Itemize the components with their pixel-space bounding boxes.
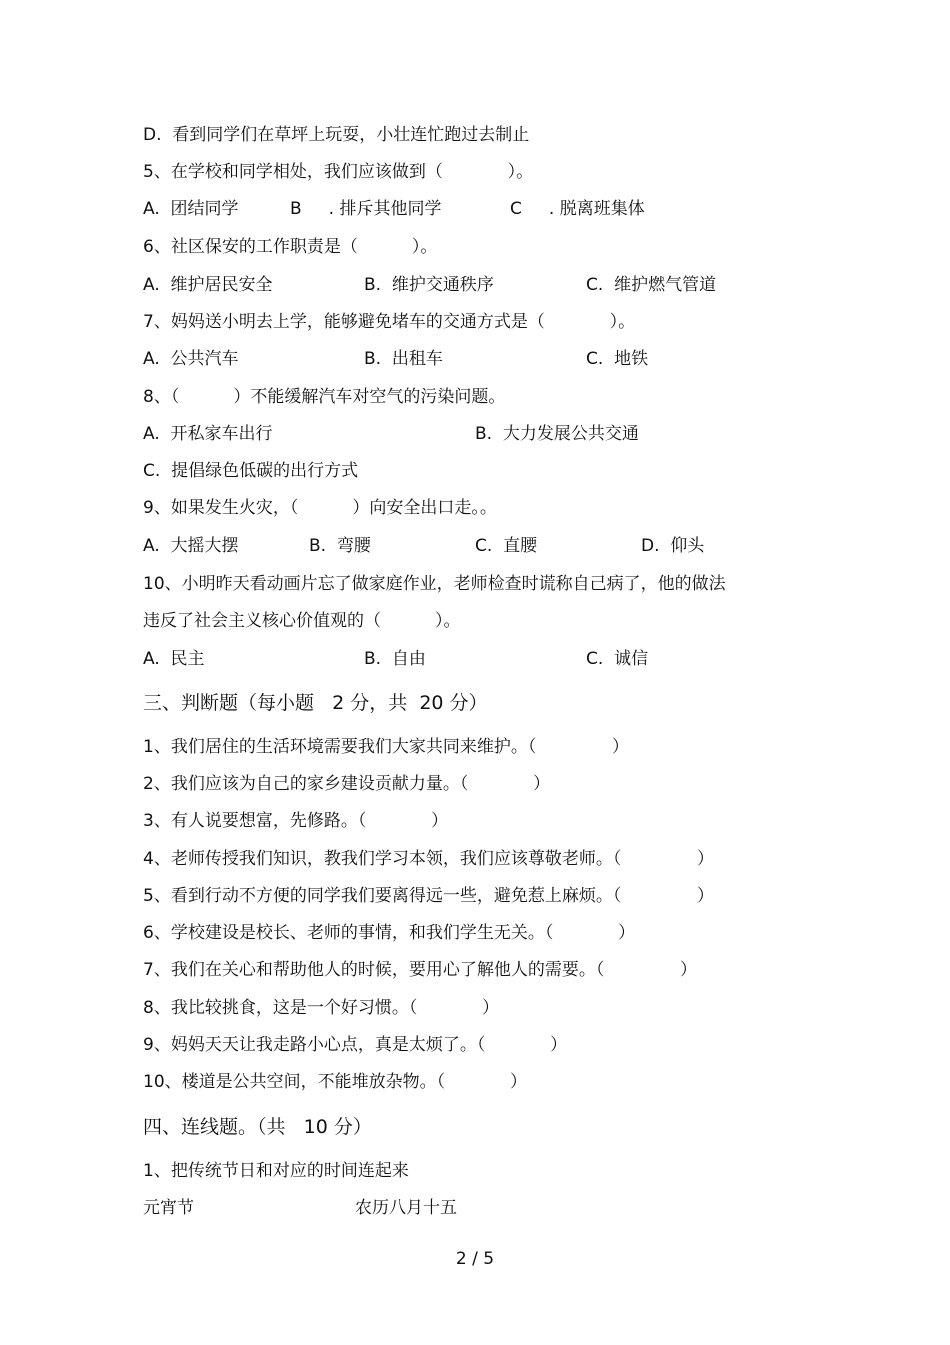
judgment-item-1: 1、我们居住的生活环境需要我们大家共同来维护。（ ） [143, 737, 629, 757]
judgment-item-3: 3、有人说要想富，先修路。（ ） [143, 811, 449, 831]
q5-option-a: A. 团结同学 [143, 199, 239, 219]
q10-stem-line1: 10、小明昨天看动画片忘了做家庭作业，老师检查时谎称自己病了，他的做法 [143, 574, 726, 594]
q10-stem-line2: 违反了社会主义核心价值观的（ ）。 [143, 611, 461, 631]
q8-option-b: B. 大力发展公共交通 [475, 424, 639, 444]
judgment-item-6: 6、学校建设是校长、老师的事情，和我们学生无关。（ ） [143, 923, 636, 943]
q8-option-a: A. 开私家车出行 [143, 424, 273, 444]
q7-stem: 7、妈妈送小明去上学，能够避免堵车的交通方式是（ ）。 [143, 312, 636, 332]
matching-left-item: 元宵节 [143, 1198, 194, 1218]
q6-stem: 6、社区保安的工作职责是（ ）。 [143, 237, 438, 257]
q10-option-a: A. 民主 [143, 649, 205, 669]
q10-option-b: B. 自由 [364, 649, 426, 669]
q9-option-c: C. 直腰 [475, 536, 538, 556]
section3-heading: 三、判断题（每小题 2 分，共 20 分） [143, 692, 488, 714]
q5-option-c: C . 脱离班集体 [510, 199, 645, 219]
q8-option-c: C. 提倡绿色低碳的出行方式 [143, 461, 359, 481]
judgment-item-8: 8、我比较挑食，这是一个好习惯。（ ） [143, 998, 500, 1018]
q9-option-d: D. 仰头 [641, 536, 705, 556]
q7-option-b: B. 出租车 [364, 349, 443, 369]
judgment-item-5: 5、看到行动不方便的同学我们要离得远一些，避免惹上麻烦。（ ） [143, 886, 714, 906]
judgment-item-7: 7、我们在关心和帮助他人的时候，要用心了解他人的需要。（ ） [143, 960, 697, 980]
judgment-item-2: 2、我们应该为自己的家乡建设贡献力量。（ ） [143, 774, 551, 794]
judgment-item-9: 9、妈妈天天让我走路小心点，真是太烦了。（ ） [143, 1035, 568, 1055]
q7-option-c: C. 地铁 [586, 349, 649, 369]
judgment-item-4: 4、老师传授我们知识，教我们学习本领，我们应该尊敬老师。（ ） [143, 849, 714, 869]
matching-q1: 1、把传统节日和对应的时间连起来 [143, 1161, 409, 1181]
q6-option-b: B. 维护交通秩序 [364, 275, 494, 295]
q7-option-a: A. 公共汽车 [143, 349, 239, 369]
q4-option-d: D. 看到同学们在草坪上玩耍，小壮连忙跑过去制止 [143, 125, 530, 145]
q9-stem: 9、如果发生火灾，（ ）向安全出口走。。 [143, 498, 497, 518]
q8-stem: 8、（ ）不能缓解汽车对空气的污染问题。 [143, 387, 506, 407]
judgment-item-10: 10、楼道是公共空间，不能堆放杂物。（ ） [143, 1072, 527, 1092]
page-number: 2 / 5 [455, 1249, 495, 1269]
section4-heading: 四、连线题。（共 10 分） [143, 1116, 372, 1138]
matching-right-item: 农历八月十五 [355, 1198, 457, 1218]
q10-option-c: C. 诚信 [586, 649, 649, 669]
q5-option-b: B . 排斥其他同学 [290, 199, 442, 219]
q6-option-c: C. 维护燃气管道 [586, 275, 717, 295]
q9-option-b: B. 弯腰 [309, 536, 371, 556]
q5-stem: 5、在学校和同学相处，我们应该做到（ ）。 [143, 162, 534, 182]
q9-option-a: A. 大摇大摆 [143, 536, 239, 556]
q6-option-a: A. 维护居民安全 [143, 275, 273, 295]
